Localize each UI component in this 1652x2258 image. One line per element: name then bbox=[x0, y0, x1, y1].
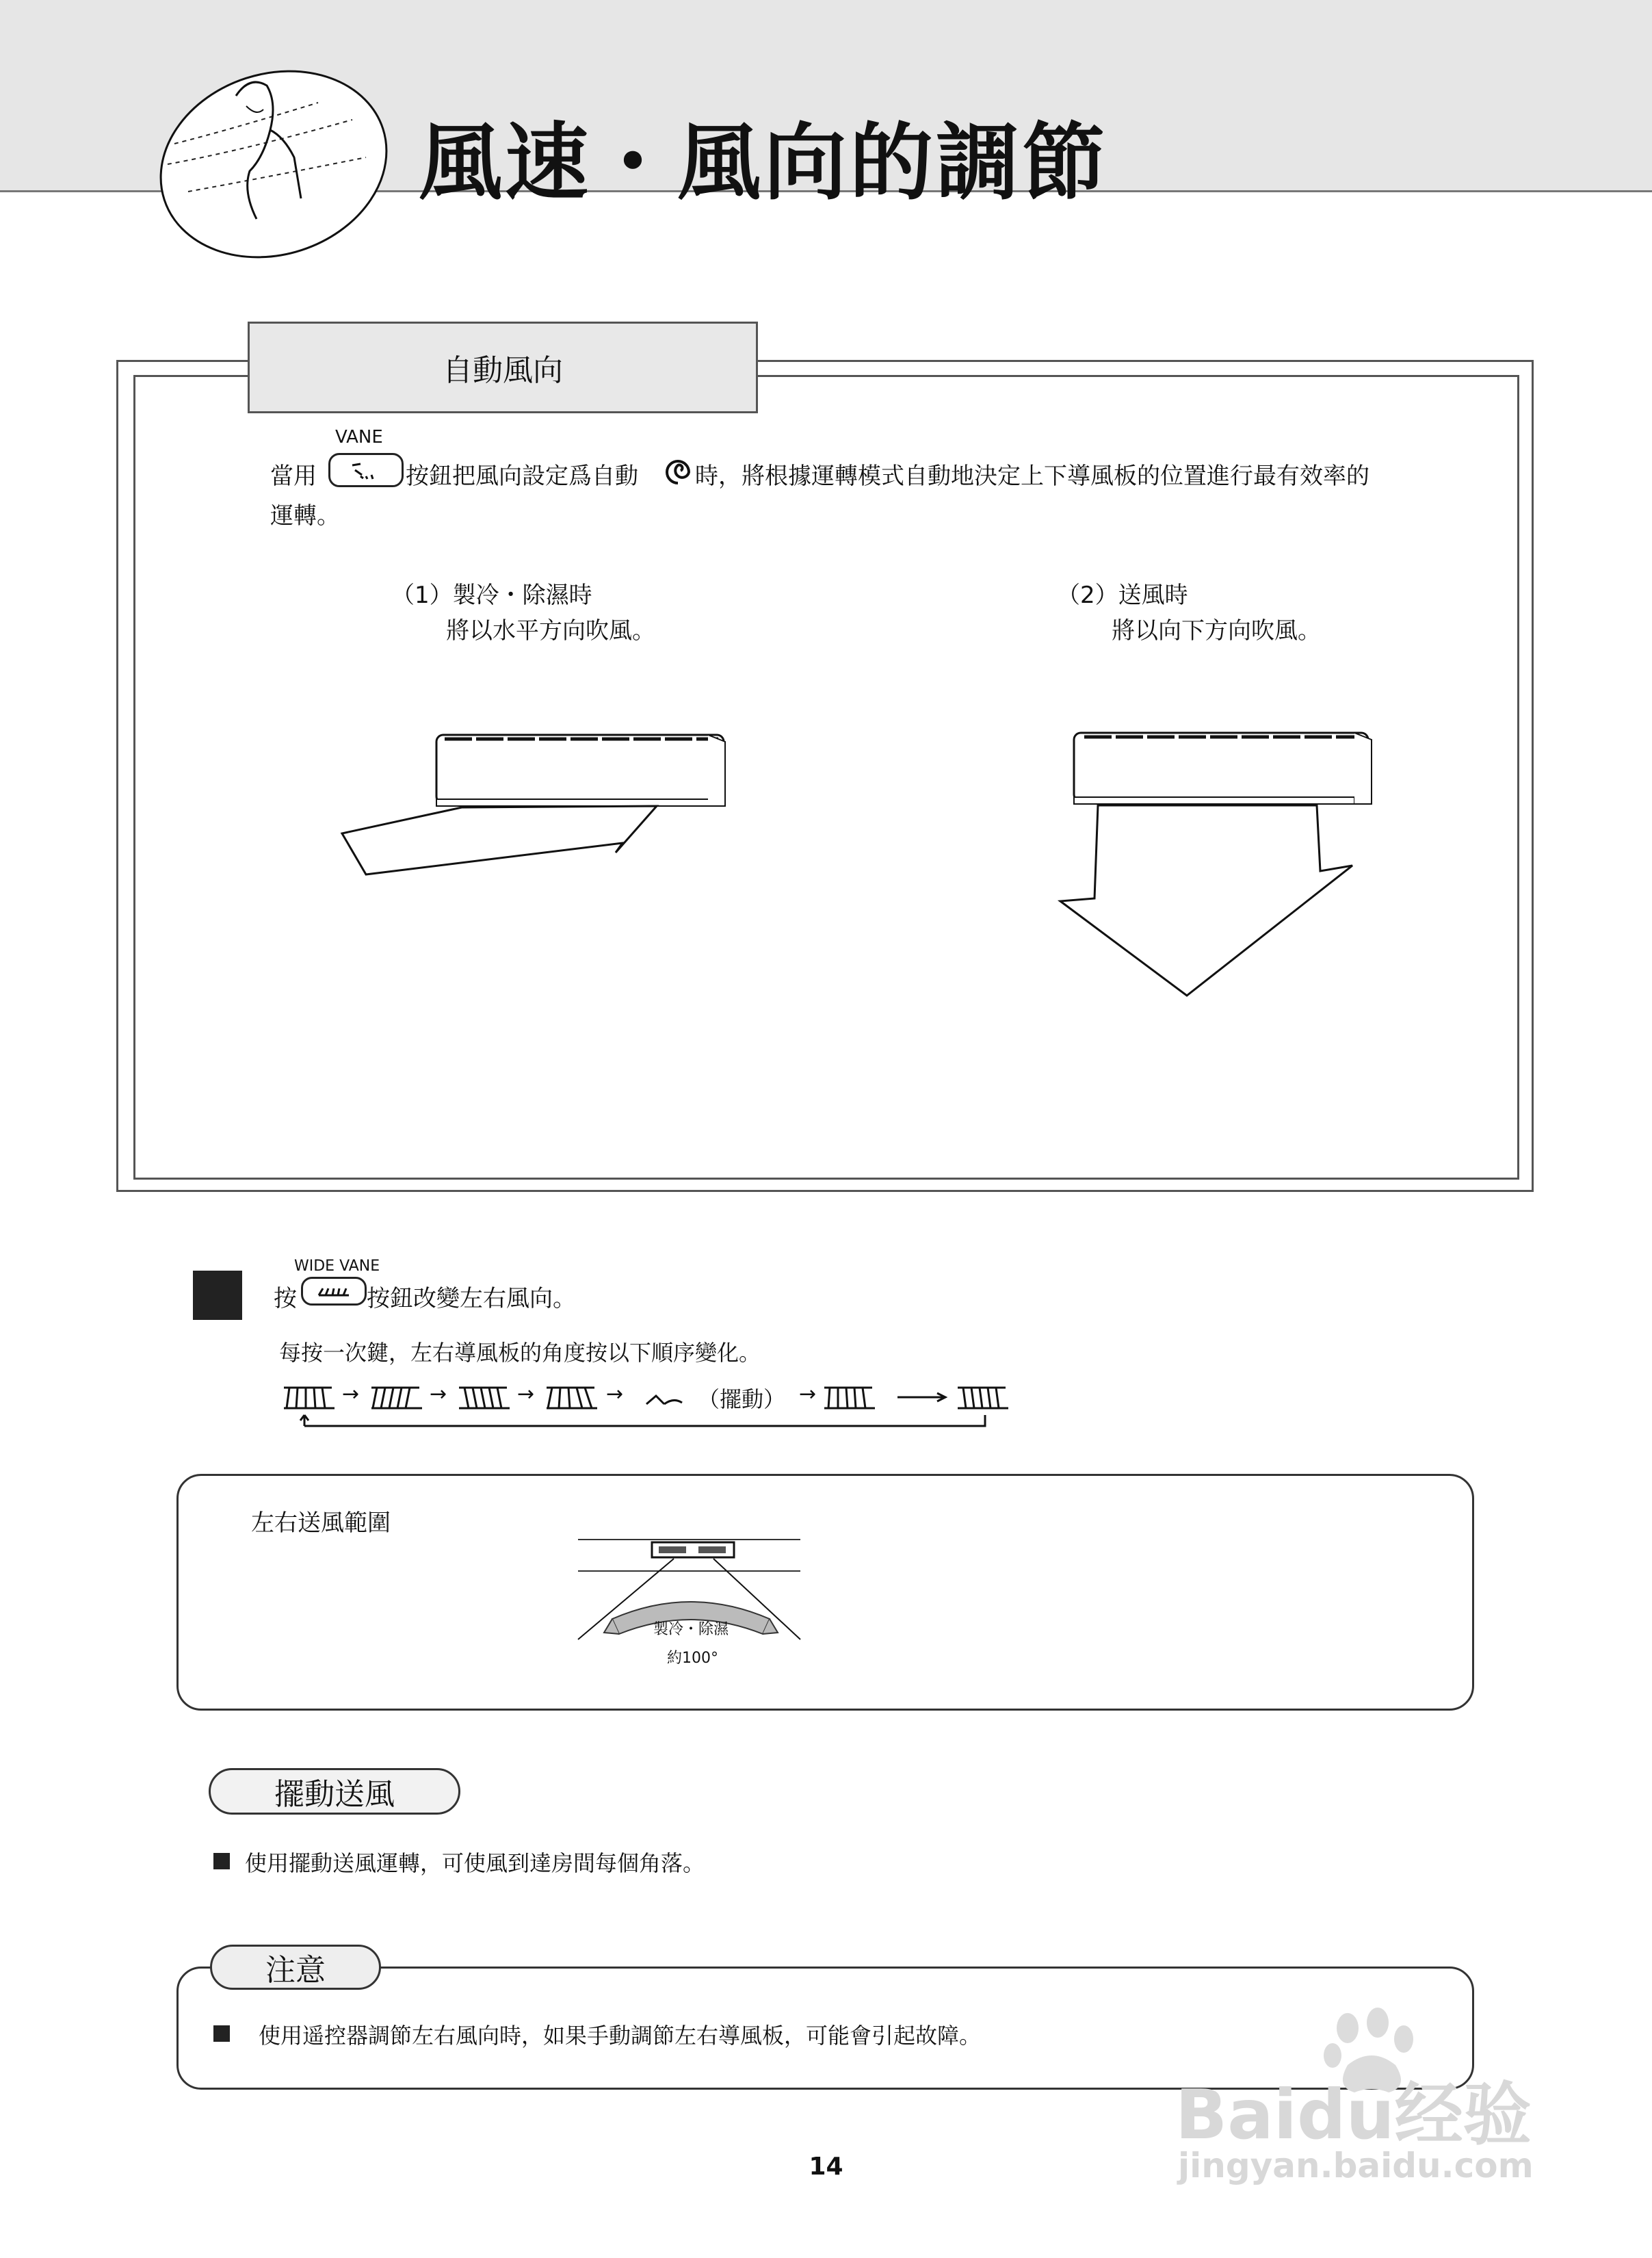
section-marker-square bbox=[193, 1271, 242, 1320]
long-arrow-icon bbox=[896, 1390, 951, 1404]
intro-rest: 時，將根據運轉模式自動地決定上下導風板的位置進行最有效率的 bbox=[695, 463, 1369, 490]
caution-heading: 注意 bbox=[210, 1945, 381, 1990]
seq-arrow-3: → bbox=[517, 1382, 535, 1406]
swing-heading: 擺動送風 bbox=[209, 1768, 460, 1815]
page-number: 14 bbox=[809, 2153, 843, 2181]
sequence-note: 每按一次鍵，左右導風板的角度按以下順序變化。 bbox=[279, 1340, 761, 1366]
range-angle-label: 約100° bbox=[667, 1650, 718, 1667]
page-title: 風速・風向的調節 bbox=[419, 114, 1108, 211]
swing-bullet-square bbox=[213, 1853, 230, 1869]
range-mode-label: 製冷・除濕 bbox=[653, 1621, 729, 1638]
seq-arrow-1: → bbox=[342, 1382, 360, 1406]
auto-swirl-icon bbox=[662, 456, 694, 487]
intro-prefix: 當用 bbox=[270, 463, 317, 490]
person-illustration bbox=[147, 55, 400, 274]
watermark-brand: Baidu经验 bbox=[1175, 2075, 1532, 2155]
caution-bullet-square bbox=[213, 2025, 230, 2042]
seq-arrow-2: → bbox=[430, 1382, 447, 1406]
intro-suffix: 按鈕把風向設定爲自動 bbox=[406, 463, 638, 490]
ac-horizontal-airflow-illustration bbox=[328, 725, 739, 903]
case1-title: （1）製冷・除濕時 bbox=[391, 582, 592, 609]
watermark-url: jingyan.baidu.com bbox=[1178, 2146, 1534, 2185]
wide-vane-button-icon bbox=[301, 1277, 367, 1306]
seq-arrow-4: → bbox=[606, 1382, 624, 1406]
case2-title: （2）送風時 bbox=[1057, 582, 1188, 609]
vane-sequence-icons bbox=[277, 1377, 1016, 1431]
seq-arrow-5: → bbox=[799, 1382, 817, 1406]
swing-label: （擺動） bbox=[698, 1386, 786, 1412]
caution-bullet-text: 使用遥控器調節左右風向時，如果手動調節左右導風板，可能會引起故障。 bbox=[259, 2023, 982, 2049]
swing-bullet-text: 使用擺動送風運轉，可使風到達房間每個角落。 bbox=[245, 1850, 705, 1876]
case2-desc: 將以向下方向吹風。 bbox=[1112, 617, 1321, 645]
range-title: 左右送風範圍 bbox=[251, 1509, 391, 1537]
wide-vane-label: WIDE VANE bbox=[294, 1258, 380, 1275]
vane-button-icon bbox=[328, 453, 404, 487]
auto-section-tab: 自動風向 bbox=[248, 322, 758, 413]
case1-desc: 將以水平方向吹風。 bbox=[446, 617, 655, 645]
press-suffix: 按鈕改變左右風向。 bbox=[367, 1285, 576, 1312]
press-prefix: 按 bbox=[274, 1285, 297, 1312]
ac-downward-airflow-illustration bbox=[1057, 722, 1392, 1002]
vane-label: VANE bbox=[335, 427, 383, 447]
intro-line2: 運轉。 bbox=[270, 502, 340, 530]
